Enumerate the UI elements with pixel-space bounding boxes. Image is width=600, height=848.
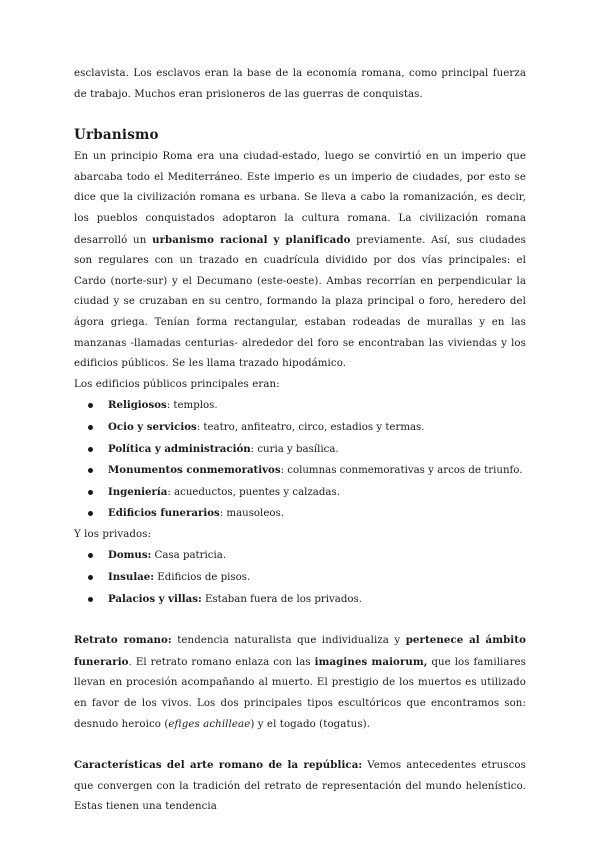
bullet-icon [88,511,93,516]
list-item [88,503,526,525]
item-term: Insulae: [108,571,155,584]
item-text: : columnas conmemorativas y arcos de triunfo. [280,465,523,477]
retrato-bold-2: pertenece al ámbito funerario [74,634,526,668]
item-term: Monumentos conmemorativos [108,464,281,477]
list-item [88,395,526,417]
intro-line-1: esclavista. Los esclavos eran la base de la economía romana, como principal fuerza de trabajo. [74,68,526,100]
retrato-bold-3: imagines maiorum, [314,655,428,668]
intro-paragraph [74,64,526,105]
public-buildings-list [74,395,526,525]
item-text: : templos. [166,400,218,412]
retrato-paragraph [74,630,526,735]
item-term: Palacios y villas: [108,592,202,605]
urbanismo-text-2: previamente. Así, sus ciudades son regulares con un trazado en cuadrícula dividido por dos vías principales: el Cardo (norte-sur) y el Decumano (este-oeste). Ambas recorrían en perpendicular la ciudad y se cruzaban en su centro, formando la plaza principal o foro, heredero del ágora griega. Tenían forma rectangular, estaban rodeadas de murallas y en las manzanas -llamadas centurias- alrededor del foro se encontraban las viviendas y los edificios públicos. Se les llama trazado hipodámico. [74,234,527,370]
item-term: Ingeniería [108,485,168,498]
bullet-icon [88,447,93,452]
retrato-term: Retrato romano: [74,634,172,647]
urbanismo-bold: urbanismo racional y planificado [152,233,351,246]
item-text: : curia y basílica. [250,443,339,455]
item-term: Política y administración [108,442,251,455]
bullet-icon [88,553,93,558]
section-heading-urbanismo: Urbanismo [74,127,159,144]
list-item [88,439,526,461]
retrato-text-3: que los familiares llevan en procesión acompañando al muerto. El prestigio de los muertos es utilizado en favor de los vivos. Los dos principales tipos escultóricos que encontramos son: desnudo heroico ( [74,656,527,730]
retrato-italic: efiges achilleae [168,718,251,730]
list-item [88,545,526,567]
bullet-icon [88,425,93,430]
item-term: Edificios funerarios [108,507,220,520]
bullet-icon [88,575,93,580]
bullet-icon [88,490,93,495]
list-item [88,460,526,482]
caracteristicas-paragraph [74,755,526,818]
item-text: Casa patricia. [151,550,227,562]
private-buildings-intro: Y los privados: [74,528,152,540]
bullet-icon [88,403,93,408]
spacer [74,610,526,630]
retrato-text-1: tendencia naturalista que individualiza y [171,635,406,647]
urbanismo-paragraph [74,147,526,375]
list-item [88,417,526,439]
spacer [74,735,526,755]
caracteristicas-text: Vemos antecedentes etruscos que convergen con la tradición del retrato de representación del mundo helenístico. Estas tienen una tendencia [74,760,526,813]
item-text: : teatro, anfiteatro, circo, estadios y termas. [196,421,425,433]
retrato-text-2: . El retrato romano enlaza con las [128,656,315,668]
caracteristicas-term: Características del arte romano de la república: [74,759,363,772]
item-term: Domus: [108,549,152,562]
private-buildings-list [74,545,526,610]
item-text: Edificios de pisos. [154,572,251,584]
urbanismo-text-1: En un principio Roma era una ciudad-estado, luego se convirtió en un imperio que abarcaba todo el Mediterráneo. Este imperio es un imperio de ciudades, por esto se dice que la civilización romana es urbana. Se lleva a cabo la romanización, es decir, los pueblos conquistados adoptaron la cultura romana. La civilización romana desarrolló un [74,151,526,246]
list-item [88,567,526,589]
list-item [88,589,526,611]
item-text: : mausoleos. [219,508,284,520]
list-item [88,482,526,504]
bullet-icon [88,468,93,473]
item-text: Estaban fuera de los privados. [201,593,362,605]
retrato-text-4: ) y el togado (togatus). [250,718,371,730]
item-term: Religiosos [108,399,167,412]
public-buildings-intro: Los edificios públicos principales eran: [74,378,280,390]
item-text: : acueductos, puentes y calzadas. [167,486,340,498]
item-term: Ocio y servicios [108,420,197,433]
intro-line-2: Muchos eran prisioneros de las guerras de conquistas. [134,88,423,100]
bullet-icon [88,597,93,602]
